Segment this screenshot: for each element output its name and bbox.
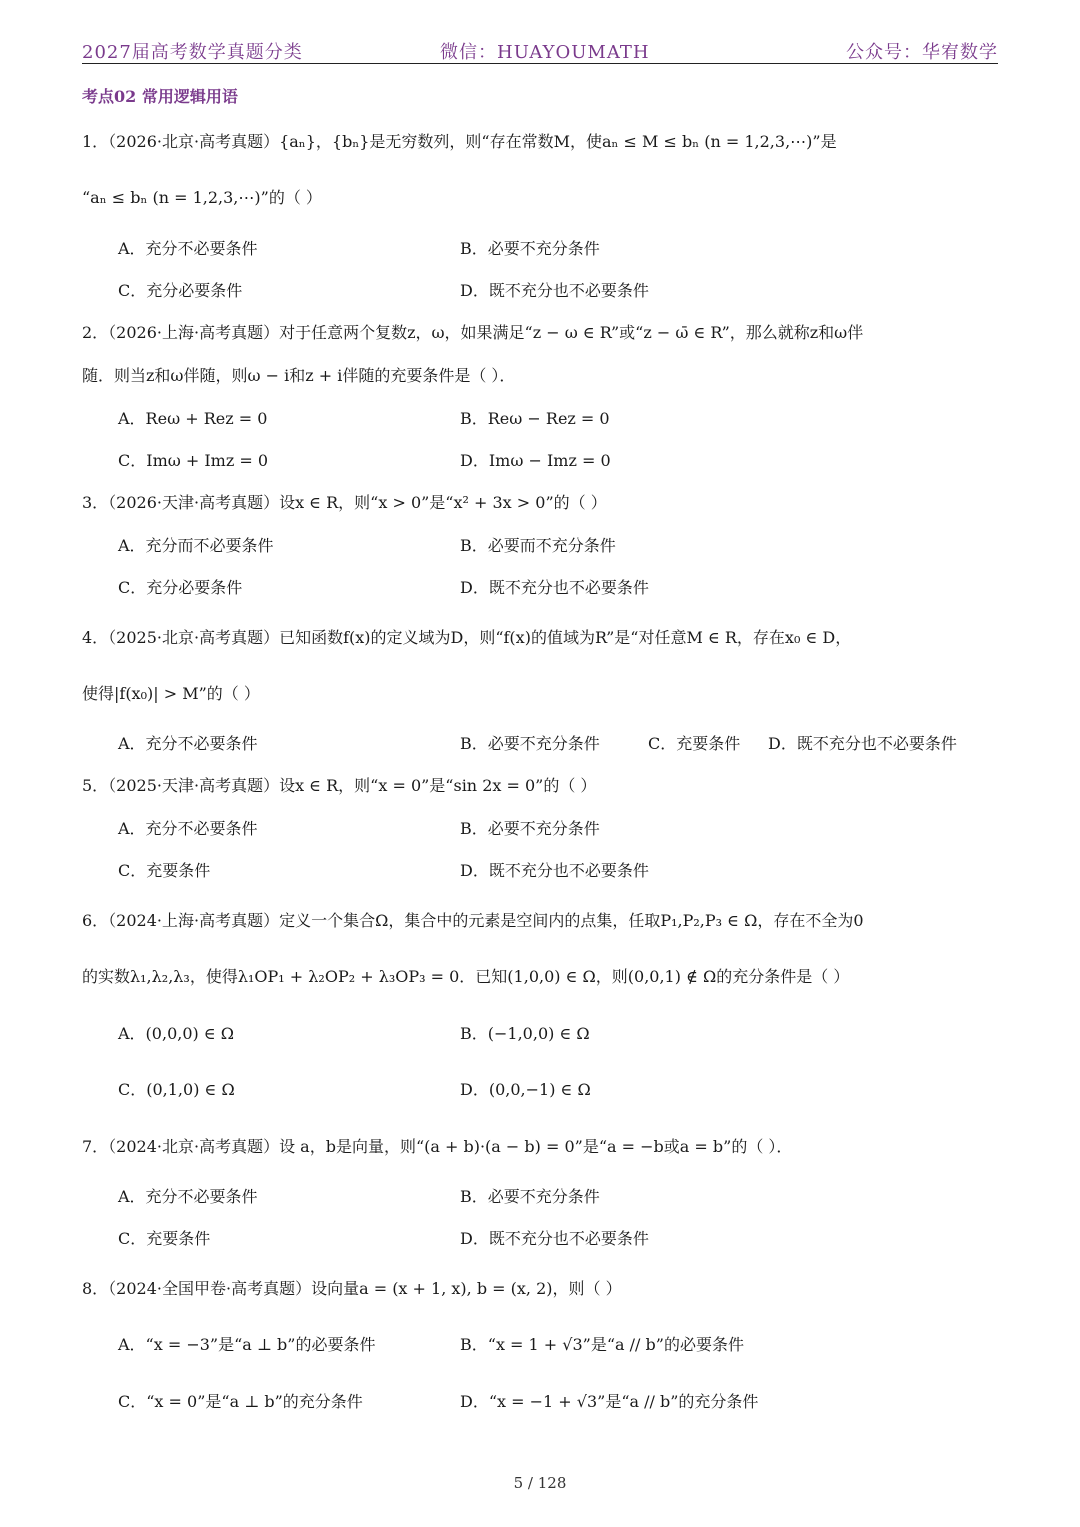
question-8-line-1: 8．（2024·全国甲卷·高考真题）设向量a = (x + 1, x), b = (x, 2)，则（ ）: [82, 1279, 622, 1298]
question-2-line-2: 随．则当z和ω伴随，则ω − i和z + i伴随的充要条件是（ ）．: [82, 366, 516, 385]
question-3-line-1: 3．（2026·天津·高考真题）设x ∈ R，则“x > 0”是“x² + 3x > 0”的（ ）: [82, 493, 607, 512]
question-3-option-a: A．充分而不必要条件: [118, 536, 274, 555]
header-left: 2027届高考数学真题分类: [82, 42, 303, 63]
section-title: 考点02 常用逻辑用语: [82, 87, 238, 106]
question-6-line-2: 的实数λ₁,λ₂,λ₃，使得λ₁OP₁ + λ₂OP₂ + λ₃OP₃ = 0．已知(1,0,0) ∈ Ω，则(0,0,1) ∉ Ω的充分条件是（ ）: [82, 967, 850, 986]
question-7-option-a: A．充分不必要条件: [118, 1187, 258, 1206]
question-4-option-d: D．既不充分也不必要条件: [768, 734, 957, 753]
question-5-line-1: 5．（2025·天津·高考真题）设x ∈ R，则“x = 0”是“sin 2x = 0”的（ ）: [82, 776, 597, 795]
question-8-option-c: C．“x = 0”是“a ⊥ b”的充分条件: [118, 1392, 363, 1411]
question-2-option-c: C．Imω + Imz = 0: [118, 451, 269, 470]
page-number: 5 / 128: [513, 1474, 567, 1492]
question-6-option-c: C．(0,1,0) ∈ Ω: [118, 1080, 235, 1099]
question-4-option-a: A．充分不必要条件: [118, 734, 258, 753]
question-7-option-b: B．必要不充分条件: [460, 1187, 600, 1206]
question-1-line-2: “aₙ ≤ bₙ (n = 1,2,3,⋯)”的（ ）: [82, 188, 322, 207]
question-8-option-a: A．“x = −3”是“a ⊥ b”的必要条件: [118, 1335, 376, 1354]
question-2-option-b: B．Reω − Rez = 0: [460, 409, 610, 428]
question-5-option-b: B．必要不充分条件: [460, 819, 600, 838]
question-8-option-b: B．“x = 1 + √3”是“a // b”的必要条件: [460, 1335, 744, 1354]
question-6-option-d: D．(0,0,−1) ∈ Ω: [460, 1080, 591, 1099]
header-right: 公众号：华宥数学: [846, 42, 998, 63]
question-6-line-1: 6．（2024·上海·高考真题）定义一个集合Ω，集合中的元素是空间内的点集，任取P₁,P₂,P₃ ∈ Ω，存在不全为0: [82, 911, 864, 930]
question-7-option-d: D．既不充分也不必要条件: [460, 1229, 649, 1248]
question-3-option-d: D．既不充分也不必要条件: [460, 578, 649, 597]
question-1-line-1: 1．（2026·北京·高考真题）{aₙ}，{bₙ}是无穷数列，则“存在常数M，使aₙ ≤ M ≤ bₙ (n = 1,2,3,⋯)”是: [82, 132, 837, 151]
question-7-line-1: 7．（2024·北京·高考真题）设 a，b是向量，则“(a + b)·(a − b) = 0”是“a = −b或a = b”的（ ）．: [82, 1137, 793, 1156]
question-1-option-b: B．必要不充分条件: [460, 239, 600, 258]
header-center: 微信：HUAYOUMATH: [440, 42, 650, 63]
question-5-option-c: C．充要条件: [118, 861, 211, 880]
question-1-option-a: A．充分不必要条件: [118, 239, 258, 258]
question-2-line-1: 2．（2026·上海·高考真题）对于任意两个复数z，ω，如果满足“z − ω ∈ R”或“z − ω̄ ∈ R”，那么就称z和ω伴: [82, 323, 864, 342]
question-8-option-d: D．“x = −1 + √3”是“a // b”的充分条件: [460, 1392, 759, 1411]
question-5-option-d: D．既不充分也不必要条件: [460, 861, 649, 880]
question-7-option-c: C．充要条件: [118, 1229, 211, 1248]
question-2-option-a: A．Reω + Rez = 0: [118, 409, 268, 428]
question-4-option-b: B．必要不充分条件: [460, 734, 600, 753]
question-1-option-d: D．既不充分也不必要条件: [460, 281, 649, 300]
question-5-option-a: A．充分不必要条件: [118, 819, 258, 838]
question-6-option-b: B．(−1,0,0) ∈ Ω: [460, 1024, 590, 1043]
question-6-option-a: A．(0,0,0) ∈ Ω: [118, 1024, 235, 1043]
header-divider: [82, 63, 998, 64]
question-3-option-b: B．必要而不充分条件: [460, 536, 616, 555]
question-4-option-c: C．充要条件: [648, 734, 741, 753]
question-4-line-1: 4．（2025·北京·高考真题）已知函数f(x)的定义域为D，则“f(x)的值域为R”是“对任意M ∈ R，存在x₀ ∈ D，: [82, 628, 852, 647]
question-3-option-c: C．充分必要条件: [118, 578, 243, 597]
question-2-option-d: D．Imω − Imz = 0: [460, 451, 611, 470]
question-1-option-c: C．充分必要条件: [118, 281, 243, 300]
question-4-line-2: 使得|f(x₀)| > M”的（ ）: [82, 684, 260, 703]
